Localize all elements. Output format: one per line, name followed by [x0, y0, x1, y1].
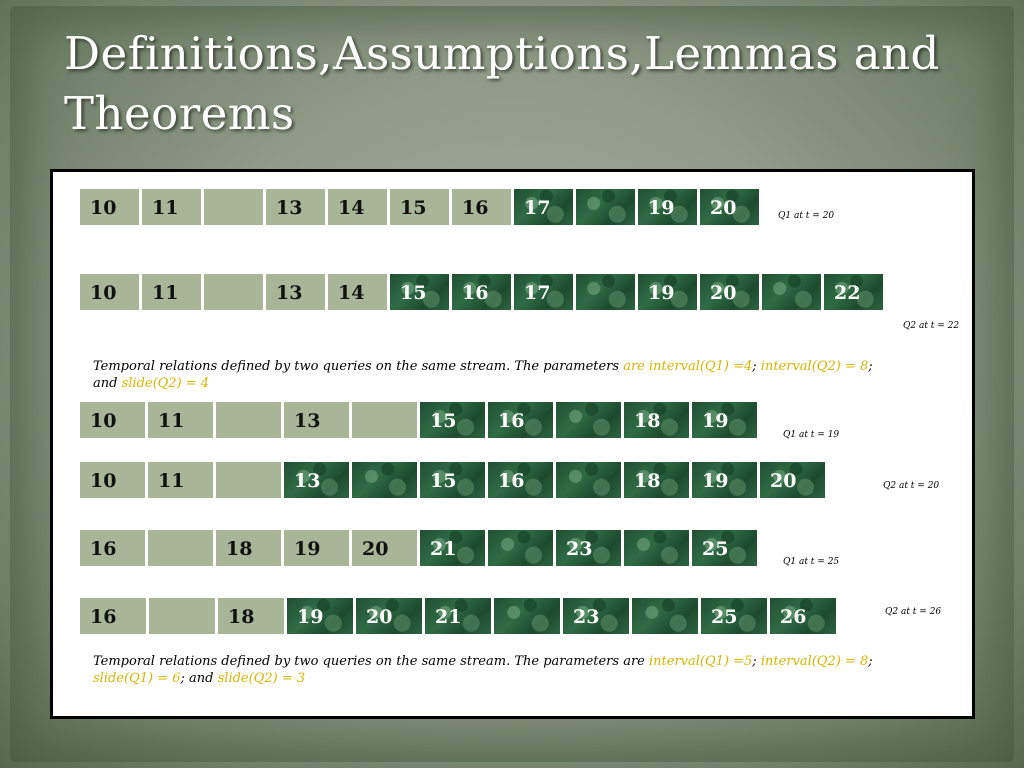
- caption-first-text-a: Temporal relations defined by two queries on the same stream. The parameters: [93, 359, 624, 374]
- timeline-cell: [493, 597, 562, 635]
- timeline-cell: 25: [700, 597, 769, 635]
- timeline-cell: 14: [327, 188, 389, 226]
- timeline-cell: [203, 188, 265, 226]
- timeline-cell: 19: [637, 273, 699, 311]
- timeline-cell: 20: [355, 597, 424, 635]
- timeline-cell: 20: [699, 273, 761, 311]
- timeline-cell: 25: [691, 529, 759, 567]
- timeline-cell: 14: [327, 273, 389, 311]
- timeline-cell: 13: [283, 401, 351, 439]
- timeline-cell: [215, 401, 283, 439]
- row-label-q2-t20: Q2 at t = 20: [883, 481, 940, 491]
- row-label-q2-t22: Q2 at t = 22: [903, 321, 960, 331]
- timeline-cell: 16: [487, 461, 555, 499]
- timeline-cell: 18: [623, 461, 691, 499]
- timeline-row-q2-t22: [79, 273, 885, 311]
- caption-second-and: ; and: [180, 671, 218, 686]
- timeline-cell: 23: [562, 597, 631, 635]
- caption-first-sep: ;: [752, 359, 761, 374]
- caption-second-interval-q1: interval(Q1) =5: [649, 654, 753, 669]
- timeline-cell: 23: [555, 529, 623, 567]
- timeline-row-q2-t20: [79, 461, 827, 499]
- timeline-cell: 11: [147, 401, 215, 439]
- timeline-cell: 15: [419, 401, 487, 439]
- timeline-cell: [555, 401, 623, 439]
- timeline-cell: 17: [513, 273, 575, 311]
- timeline-cell: 21: [419, 529, 487, 567]
- row-label-q2-t26: Q2 at t = 26: [885, 607, 942, 617]
- caption-second-slide-q2: slide(Q2) = 3: [217, 671, 306, 686]
- timeline-cell: [575, 188, 637, 226]
- timeline-cell: [351, 461, 419, 499]
- row-label-q1-t20: Q1 at t = 20: [778, 211, 835, 221]
- timeline-cell: 18: [215, 529, 283, 567]
- caption-second: [93, 653, 953, 687]
- timeline-cell: 22: [823, 273, 885, 311]
- timeline-cell: 20: [759, 461, 827, 499]
- timeline-row-q1-t20: [79, 188, 761, 226]
- timeline-cell: 11: [141, 188, 203, 226]
- caption-first-semicolon: ;: [868, 359, 873, 374]
- caption-first-and: and: [93, 376, 122, 391]
- caption-first-interval-q2: interval(Q2) = 8: [760, 359, 869, 374]
- timeline-cell: [147, 529, 215, 567]
- timeline-row-q1-t19: [79, 401, 759, 439]
- timeline-cell: 11: [147, 461, 215, 499]
- timeline-cell: 15: [389, 273, 451, 311]
- timeline-cell: 11: [141, 273, 203, 311]
- timeline-cell: 20: [699, 188, 761, 226]
- timeline-cell: 13: [265, 188, 327, 226]
- caption-first: [93, 358, 953, 392]
- timeline-cell: 15: [389, 188, 451, 226]
- caption-second-interval-q2: interval(Q2) = 8: [760, 654, 869, 669]
- timeline-cell: 19: [637, 188, 699, 226]
- caption-first-slide-q2: slide(Q2) = 4: [121, 376, 210, 391]
- row-label-q1-t19: Q1 at t = 19: [783, 430, 840, 440]
- timeline-cell: [761, 273, 823, 311]
- timeline-cell: [351, 401, 419, 439]
- timeline-cell: 10: [79, 461, 147, 499]
- timeline-cell: [203, 273, 265, 311]
- caption-second-text-a: Temporal relations defined by two queries on the same stream. The parameters are: [93, 654, 649, 669]
- timeline-cell: 10: [79, 273, 141, 311]
- caption-second-semicolon: ;: [868, 654, 873, 669]
- caption-second-slide-q1: slide(Q1) = 6: [93, 671, 181, 686]
- content-panel: [50, 169, 975, 719]
- timeline-cell: [148, 597, 217, 635]
- timeline-cell: 10: [79, 401, 147, 439]
- timeline-row-q1-t25: [79, 529, 759, 567]
- timeline-cell: 26: [769, 597, 838, 635]
- caption-first-interval-q1: are interval(Q1) =4: [623, 359, 753, 374]
- timeline-cell: 18: [217, 597, 286, 635]
- timeline-cell: [487, 529, 555, 567]
- timeline-cell: 16: [451, 273, 513, 311]
- timeline-cell: 20: [351, 529, 419, 567]
- timeline-cell: 19: [691, 461, 759, 499]
- row-label-q1-t25: Q1 at t = 25: [783, 557, 840, 567]
- timeline-row-q2-t26: [79, 597, 838, 635]
- timeline-cell: 16: [79, 529, 147, 567]
- caption-second-sep: ;: [752, 654, 761, 669]
- timeline-cell: 16: [451, 188, 513, 226]
- slide-title: Definitions,Assumptions,Lemmas and Theorems: [64, 27, 940, 140]
- timeline-cell: [555, 461, 623, 499]
- timeline-cell: [575, 273, 637, 311]
- timeline-cell: 16: [487, 401, 555, 439]
- timeline-cell: 18: [623, 401, 691, 439]
- timeline-cell: 16: [79, 597, 148, 635]
- timeline-cell: 21: [424, 597, 493, 635]
- timeline-cell: 19: [283, 529, 351, 567]
- timeline-cell: 15: [419, 461, 487, 499]
- timeline-cell: 13: [283, 461, 351, 499]
- timeline-cell: 19: [286, 597, 355, 635]
- timeline-cell: [623, 529, 691, 567]
- timeline-cell: 17: [513, 188, 575, 226]
- timeline-cell: 10: [79, 188, 141, 226]
- timeline-cell: [215, 461, 283, 499]
- timeline-cell: 19: [691, 401, 759, 439]
- timeline-cell: 13: [265, 273, 327, 311]
- timeline-cell: [631, 597, 700, 635]
